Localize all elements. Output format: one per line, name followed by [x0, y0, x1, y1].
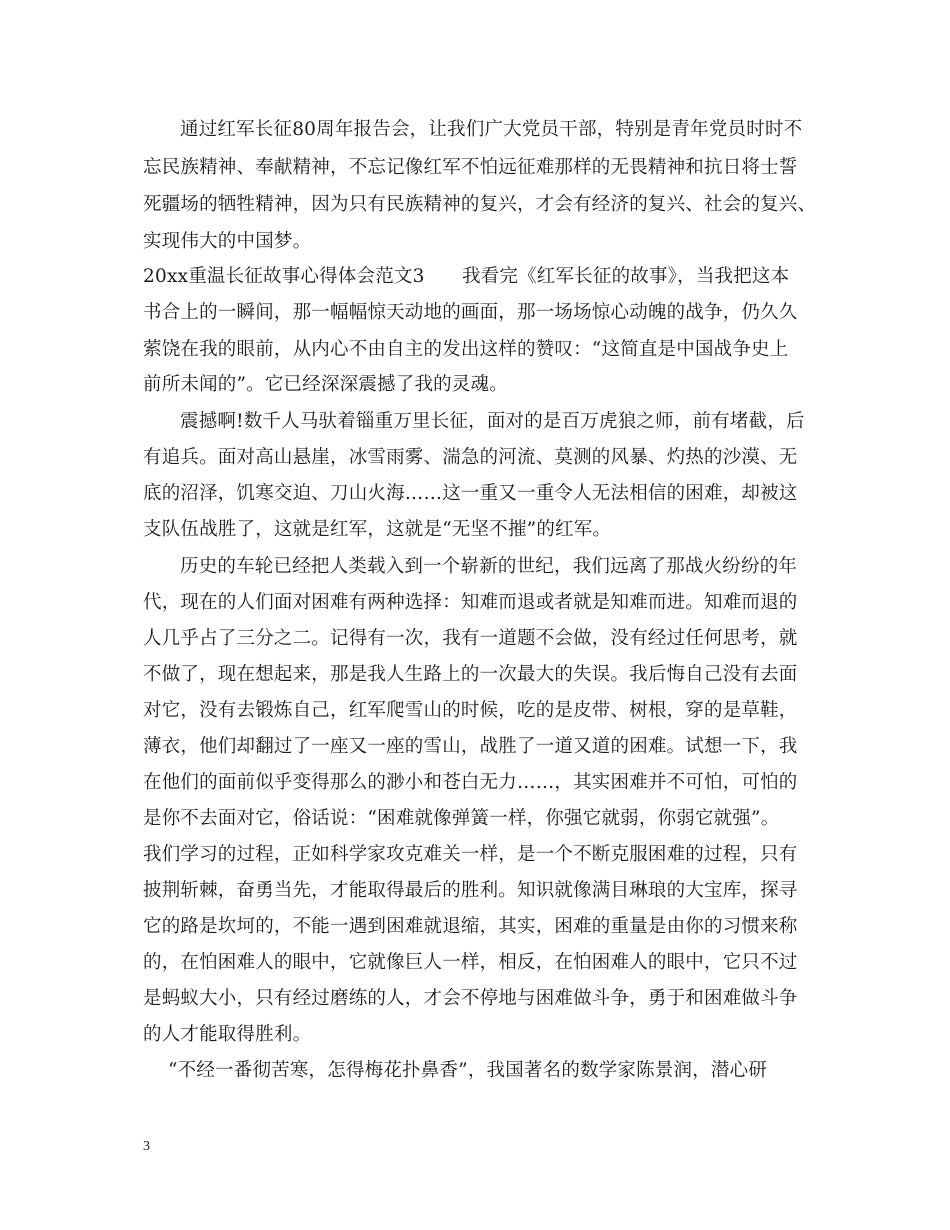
text-line: 是你不去面对它，俗话说：“困难就像弹簧一样，你强它就弱，你弱它就强”。 — [143, 808, 780, 829]
text-line: 支队伍战胜了，这就是红军，这就是“无坚不摧”的红军。 — [143, 519, 612, 540]
text-line: 薄衣，他们却翻过了一座又一座的雪山，战胜了一道又道的困难。试想一下，我 — [143, 736, 798, 757]
text-line: 历史的车轮已经把人类载入到一个崭新的世纪，我们远离了那战火纷纷的年 — [180, 556, 798, 577]
text-line: 死疆场的牺牲精神，因为只有民族精神的复兴，才会有经济的复兴、社会的复兴、 — [143, 194, 817, 215]
text-line: 是蚂蚁大小，只有经过磨练的人，才会不停地与困难做斗争，勇于和困难做斗争 — [143, 988, 798, 1009]
text-line: 底的沼泽，饥寒交迫、刀山火海……这一重又一重令人无法相信的困难，却被这 — [143, 483, 798, 504]
text-line: 实现伟大的中国梦。 — [143, 231, 312, 252]
text-line: 的，在怕困难人的眼中，它就像巨人一样，相反，在怕困难人的眼中，它只不过 — [143, 952, 798, 973]
text-line: 人几乎占了三分之二。记得有一次，我有一道题不会做，没有经过任何思考，就 — [143, 628, 798, 649]
text-line: 在他们的面前似乎变得那么的渺小和苍白无力……，其实困难并不可怕，可怕的 — [143, 772, 798, 793]
text-line: 披荆斩棘，奋勇当先，才能取得最后的胜利。知识就像满目琳琅的大宝库，探寻 — [143, 880, 798, 901]
text-line: 震撼啊!数千人马驮着锱重万里长征，面对的是百万虎狼之师，前有堵截，后 — [180, 411, 805, 432]
section-heading-line: 20xx重温长征故事心得体会范文3 我看完《红军长征的故事》，当我把这本 — [143, 266, 790, 287]
text-line: 萦饶在我的眼前，从内心不由自主的发出这样的赞叹：“这简直是中国战争史上 — [143, 339, 789, 360]
text-line: 对它，没有去锻炼自己，红军爬雪山的时候，吃的是皮带、树根，穿的是草鞋， — [143, 700, 798, 721]
text-line: 有追兵。面对高山悬崖，冰雪雨雾、湍急的河流、莫测的风暴、灼热的沙漠、无 — [143, 447, 798, 468]
page-number: 3 — [143, 1139, 150, 1154]
text-line: 我们学习的过程，正如科学家攻克难关一样，是一个不断克服困难的过程，只有 — [143, 844, 798, 865]
text-line: “不经一番彻苦寒，怎得梅花扑鼻香”，我国著名的数学家陈景润，潜心研 — [168, 1060, 768, 1081]
text-line: 通过红军长征80周年报告会，让我们广大党员干部，特别是青年党员时时不 — [180, 119, 803, 140]
text-line: 书合上的一瞬间，那一幅幅惊天动地的画面，那一场场惊心动魄的战争，仍久久 — [143, 302, 798, 323]
text-line: 前所未闻的”。它已经深深震撼了我的灵魂。 — [143, 374, 508, 395]
text-line: 它的路是坎坷的，不能一遇到困难就退缩，其实，困难的重量是由你的习惯来称 — [143, 916, 798, 937]
text-line: 不做了，现在想起来，那是我人生路上的一次最大的失误。我后悔自己没有去面 — [143, 664, 798, 685]
text-line: 的人才能取得胜利。 — [143, 1024, 312, 1045]
text-line: 忘民族精神、奉献精神，不忘记像红军不怕远征难那样的无畏精神和抗日将士誓 — [143, 157, 798, 178]
text-line: 代，现在的人们面对困难有两种选择：知难而退或者就是知难而进。知难而退的 — [143, 592, 798, 613]
